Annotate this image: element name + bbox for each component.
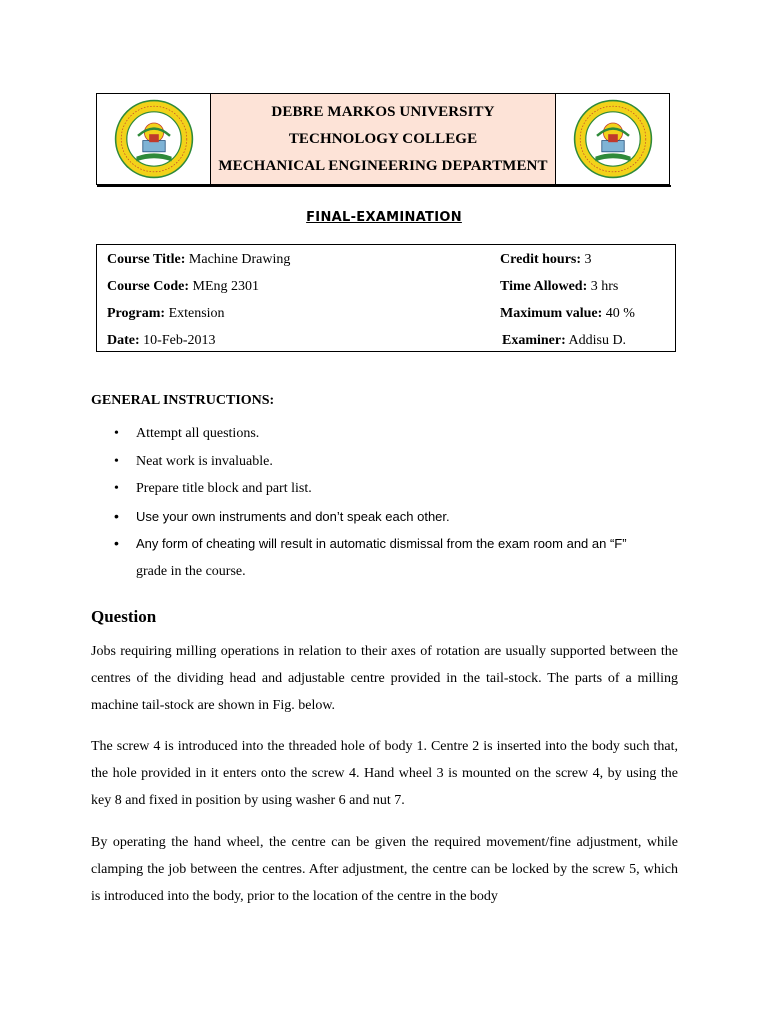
max-value-value: 40 % [602,306,635,321]
bullet-icon: • [114,535,119,551]
instruction-text: Any form of cheating will result in automatic dismissal from the exam room and an “F” [136,536,627,551]
course-code-row [107,278,259,296]
department-name: MECHANICAL ENGINEERING DEPARTMENT [218,157,548,174]
program-row [107,305,225,323]
time-allowed-value: 3 hrs [587,279,619,294]
credit-hours-label: Credit hours: [500,252,582,267]
instruction-item [114,420,684,448]
instructions-list [114,420,684,585]
question-paragraph-3: By operating the hand wheel, the centre can be given the required movement/fine adjustment, while clamping the job between the centres. After adjustment, the centre can be locked by the screw 5, which is introduced into the body, prior to the location of the centre in the body [91,835,678,904]
logo-cell-right [555,94,669,184]
course-info-box [96,244,676,352]
header-divider [97,185,671,187]
university-header [96,93,670,185]
date-label: Date: [107,333,140,348]
logo-cell-left [97,94,211,184]
instruction-item-continued [114,558,684,586]
program-label: Program: [107,306,166,321]
university-logo-right [573,99,653,179]
program-value: Extension [165,306,225,321]
instruction-text: grade in the course. [136,563,246,579]
date-value: 10-Feb-2013 [139,333,216,348]
course-code-label: Course Code: [107,279,190,294]
credit-hours-row [500,251,592,269]
exam-title: FINAL-EXAMINATION [306,210,462,225]
instruction-item [114,530,684,558]
bullet-icon: • [114,481,119,496]
university-title-block [211,94,555,184]
time-allowed-row [500,278,618,296]
bullet-icon: • [114,453,119,469]
instruction-text: Prepare title block and part list. [136,481,312,496]
examiner-value: Addisu D. [565,333,627,348]
examiner-row [502,332,626,350]
max-value-row [500,305,635,323]
course-title-value: Machine Drawing [185,252,291,267]
bullet-icon: • [114,426,119,441]
question-paragraph-1: Jobs requiring milling operations in relation to their axes of rotation are usually supported between the centres of the dividing head and adjustable centre provided in the tail-stock. The parts of a milling machine tail-stock are shown in Fig. below. [91,644,678,713]
question-paragraph-2: The screw 4 is introduced into the threaded hole of body 1. Centre 2 is inserted into the body such that, the hole provided in it enters onto the screw 4. Hand wheel 3 is mounted on the screw 4, by using the key 8 and fixed in position by using washer 6 and nut 7. [91,739,678,808]
instruction-item [114,448,684,476]
instruction-item [114,475,684,503]
course-title-row [107,251,290,269]
max-value-label: Maximum value: [500,306,603,321]
question-heading: Question [91,607,157,626]
bullet-icon: • [114,507,119,524]
instruction-text: Neat work is invaluable. [136,453,273,469]
general-instructions-title: GENERAL INSTRUCTIONS: [91,393,275,408]
credit-hours-value: 3 [581,252,592,267]
university-name: DEBRE MARKOS UNIVERSITY [271,103,495,120]
course-title-label: Course Title: [107,252,186,267]
university-logo-left [114,99,194,179]
course-code-value: MEng 2301 [189,279,260,294]
date-row [107,332,215,350]
college-name: TECHNOLOGY COLLEGE [288,130,478,147]
examiner-label: Examiner: [502,333,566,348]
time-allowed-label: Time Allowed: [500,279,588,294]
instruction-text: Attempt all questions. [136,426,260,441]
instruction-item [114,503,684,531]
instruction-text: Use your own instruments and don’t speak each other. [136,508,450,524]
